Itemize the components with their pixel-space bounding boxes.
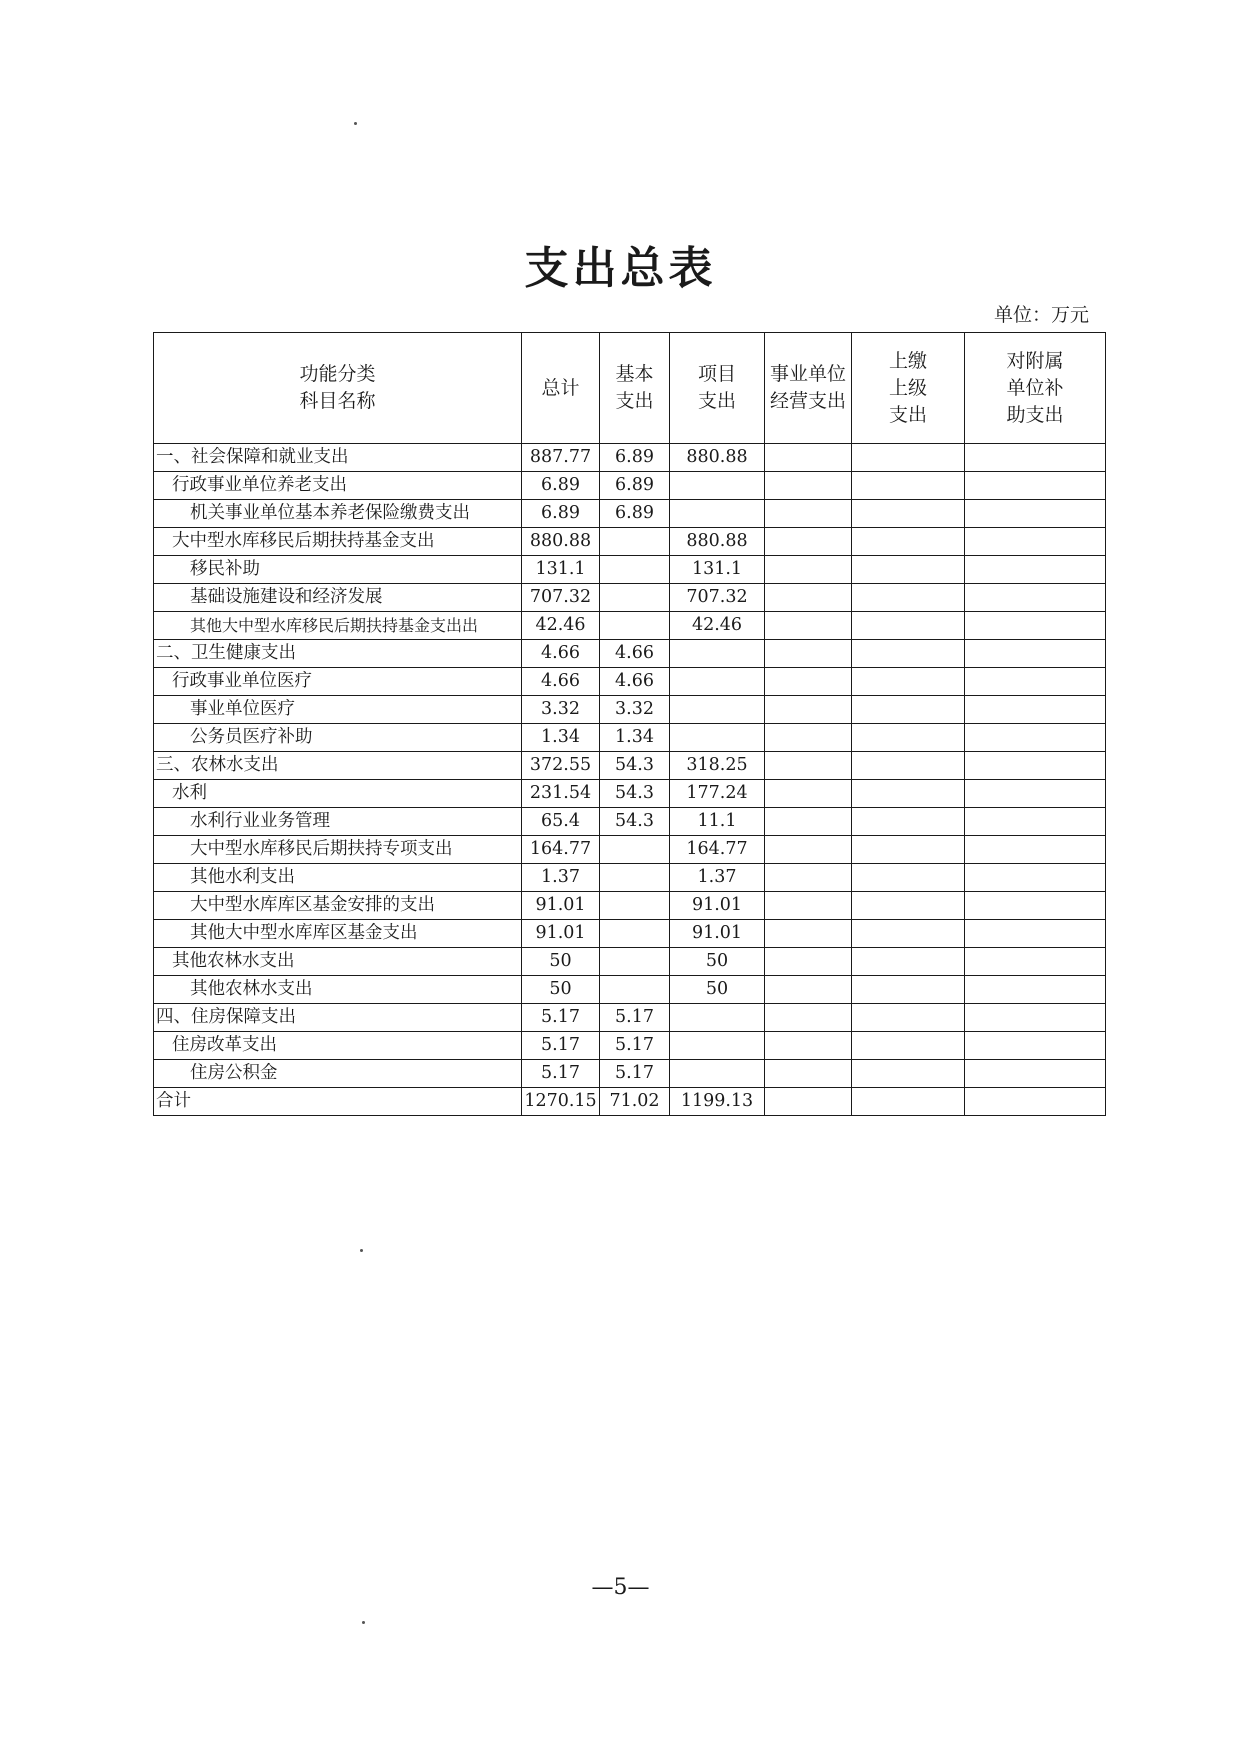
row-upper (852, 1060, 965, 1088)
page-number: —5— (591, 1575, 650, 1600)
row-name: 其他大中型水库移民后期扶持基金支出出 (154, 612, 522, 640)
row-basic (600, 948, 670, 976)
row-business (765, 920, 852, 948)
total-row-total: 1270.15 (522, 1088, 600, 1116)
total-row (154, 1088, 1106, 1116)
row-project (670, 500, 765, 528)
table-row (154, 668, 1106, 696)
header-subsidy-line2: 单位补 (1006, 376, 1064, 399)
header-project-expense (670, 333, 765, 444)
row-subsidy (965, 976, 1106, 1004)
row-subsidy (965, 864, 1106, 892)
header-subsidy-line3: 助支出 (1006, 403, 1064, 426)
row-basic: 6.89 (600, 444, 670, 472)
row-project: 880.88 (670, 528, 765, 556)
row-name: 三、农林水支出 (154, 752, 522, 780)
table-row (154, 640, 1106, 668)
row-basic (600, 556, 670, 584)
row-total: 50 (522, 948, 600, 976)
header-project-line2: 支出 (697, 390, 736, 412)
row-subsidy (965, 752, 1106, 780)
header-total (522, 333, 600, 444)
row-name: 事业单位医疗 (154, 696, 522, 724)
row-basic: 4.66 (600, 640, 670, 668)
row-name: 大中型水库移民后期扶持专项支出 (154, 836, 522, 864)
row-basic: 54.3 (600, 752, 670, 780)
row-project (670, 1060, 765, 1088)
row-total: 1.34 (522, 724, 600, 752)
row-project: 707.32 (670, 584, 765, 612)
scan-speck (362, 1621, 365, 1624)
row-basic (600, 864, 670, 892)
row-business (765, 612, 852, 640)
row-total: 164.77 (522, 836, 600, 864)
table-row (154, 836, 1106, 864)
row-subsidy (965, 1032, 1106, 1060)
row-total: 3.32 (522, 696, 600, 724)
row-basic (600, 836, 670, 864)
row-name: 行政事业单位养老支出 (154, 472, 522, 500)
row-name: 其他大中型水库库区基金支出 (154, 920, 522, 948)
row-subsidy (965, 724, 1106, 752)
row-basic (600, 612, 670, 640)
row-upper (852, 836, 965, 864)
row-subsidy (965, 1060, 1106, 1088)
total-row-business (765, 1088, 852, 1116)
header-basic-line1: 基本 (615, 363, 654, 385)
header-subsidiary-subsidy (965, 333, 1106, 444)
row-business (765, 976, 852, 1004)
page-title: 支出总表 (524, 243, 717, 294)
row-project (670, 696, 765, 724)
row-project: 131.1 (670, 556, 765, 584)
row-business (765, 696, 852, 724)
total-row-name: 合计 (154, 1088, 522, 1116)
row-upper (852, 528, 965, 556)
row-subsidy (965, 836, 1106, 864)
row-total: 231.54 (522, 780, 600, 808)
row-total: 6.89 (522, 500, 600, 528)
table-row (154, 556, 1106, 584)
row-total: 1.37 (522, 864, 600, 892)
row-upper (852, 556, 965, 584)
row-basic: 6.89 (600, 500, 670, 528)
row-subsidy (965, 612, 1106, 640)
row-upper (852, 668, 965, 696)
total-row-upper (852, 1088, 965, 1116)
row-basic (600, 920, 670, 948)
row-business (765, 808, 852, 836)
row-total: 4.66 (522, 668, 600, 696)
row-name: 大中型水库库区基金安排的支出 (154, 892, 522, 920)
row-upper (852, 808, 965, 836)
table-row (154, 1060, 1106, 1088)
table-row (154, 864, 1106, 892)
table-row (154, 752, 1106, 780)
table-row (154, 444, 1106, 472)
table-row (154, 1032, 1106, 1060)
row-subsidy (965, 948, 1106, 976)
row-project: 318.25 (670, 752, 765, 780)
table-row (154, 528, 1106, 556)
header-business-expense (765, 333, 852, 444)
header-basic-expense (600, 333, 670, 444)
scan-speck (360, 1249, 363, 1252)
row-project: 880.88 (670, 444, 765, 472)
table-row (154, 1004, 1106, 1032)
row-project: 91.01 (670, 920, 765, 948)
row-name: 行政事业单位医疗 (154, 668, 522, 696)
row-project: 50 (670, 948, 765, 976)
row-name: 其他水利支出 (154, 864, 522, 892)
unit-label: 单位：万元 (993, 304, 1089, 326)
row-subsidy (965, 640, 1106, 668)
row-name: 其他农林水支出 (154, 948, 522, 976)
row-basic: 1.34 (600, 724, 670, 752)
row-name: 移民补助 (154, 556, 522, 584)
header-subject-name (154, 333, 522, 444)
header-upper-line1: 上缴 (888, 349, 927, 372)
row-business (765, 1032, 852, 1060)
row-business (765, 528, 852, 556)
row-upper (852, 920, 965, 948)
row-total: 131.1 (522, 556, 600, 584)
row-project: 50 (670, 976, 765, 1004)
row-business (765, 752, 852, 780)
row-subsidy (965, 584, 1106, 612)
row-project (670, 724, 765, 752)
table-row (154, 976, 1106, 1004)
row-upper (852, 444, 965, 472)
row-upper (852, 1032, 965, 1060)
row-subsidy (965, 696, 1106, 724)
row-subsidy (965, 528, 1106, 556)
row-basic (600, 584, 670, 612)
row-name: 二、卫生健康支出 (154, 640, 522, 668)
row-project (670, 1004, 765, 1032)
table-row (154, 696, 1106, 724)
row-basic: 54.3 (600, 780, 670, 808)
row-name: 基础设施建设和经济发展 (154, 584, 522, 612)
row-total: 91.01 (522, 920, 600, 948)
row-subsidy (965, 780, 1106, 808)
table-row (154, 780, 1106, 808)
row-business (765, 864, 852, 892)
row-name: 一、社会保障和就业支出 (154, 444, 522, 472)
row-total: 91.01 (522, 892, 600, 920)
table-row (154, 584, 1106, 612)
row-basic (600, 892, 670, 920)
row-subsidy (965, 444, 1106, 472)
row-business (765, 668, 852, 696)
row-basic: 4.66 (600, 668, 670, 696)
row-name: 其他农林水支出 (154, 976, 522, 1004)
row-business (765, 724, 852, 752)
row-project: 1.37 (670, 864, 765, 892)
row-project: 42.46 (670, 612, 765, 640)
row-total: 65.4 (522, 808, 600, 836)
row-basic: 5.17 (600, 1060, 670, 1088)
row-business (765, 556, 852, 584)
header-total-text: 总计 (541, 376, 580, 399)
row-total: 4.66 (522, 640, 600, 668)
table-body (154, 444, 1106, 1116)
header-upper-line2: 上级 (888, 376, 927, 399)
total-row-subsidy (965, 1088, 1106, 1116)
table-row (154, 892, 1106, 920)
row-project (670, 640, 765, 668)
header-subject-line1: 功能分类 (299, 363, 376, 385)
row-business (765, 472, 852, 500)
row-project (670, 472, 765, 500)
row-upper (852, 584, 965, 612)
row-upper (852, 892, 965, 920)
row-business (765, 780, 852, 808)
table-row (154, 808, 1106, 836)
row-subsidy (965, 668, 1106, 696)
row-basic: 6.89 (600, 472, 670, 500)
row-business (765, 500, 852, 528)
row-project: 91.01 (670, 892, 765, 920)
header-business-line2: 经营支出 (769, 390, 846, 412)
row-upper (852, 724, 965, 752)
row-business (765, 836, 852, 864)
row-upper (852, 472, 965, 500)
expenditure-table (153, 332, 1106, 1116)
row-name: 水利行业业务管理 (154, 808, 522, 836)
header-basic-line2: 支出 (615, 390, 654, 412)
row-total: 5.17 (522, 1004, 600, 1032)
row-project (670, 668, 765, 696)
row-name: 机关事业单位基本养老保险缴费支出 (154, 500, 522, 528)
row-total: 887.77 (522, 444, 600, 472)
row-total: 5.17 (522, 1060, 600, 1088)
header-business-line1: 事业单位 (769, 363, 846, 385)
header-project-line1: 项目 (697, 363, 736, 385)
header-upper-line3: 支出 (888, 403, 927, 426)
total-row-project: 1199.13 (670, 1088, 765, 1116)
row-business (765, 444, 852, 472)
row-upper (852, 1004, 965, 1032)
table-row (154, 724, 1106, 752)
row-basic: 5.17 (600, 1032, 670, 1060)
row-business (765, 640, 852, 668)
row-total: 5.17 (522, 1032, 600, 1060)
row-basic (600, 528, 670, 556)
row-upper (852, 780, 965, 808)
row-name: 住房公积金 (154, 1060, 522, 1088)
row-upper (852, 612, 965, 640)
header-upper-level-expense (852, 333, 965, 444)
row-subsidy (965, 808, 1106, 836)
row-upper (852, 752, 965, 780)
row-subsidy (965, 556, 1106, 584)
table-row (154, 948, 1106, 976)
row-subsidy (965, 892, 1106, 920)
table-row (154, 920, 1106, 948)
table-header (154, 333, 1106, 444)
row-subsidy (965, 500, 1106, 528)
total-row-basic: 71.02 (600, 1088, 670, 1116)
row-total: 42.46 (522, 612, 600, 640)
row-business (765, 1004, 852, 1032)
row-total: 880.88 (522, 528, 600, 556)
row-name: 大中型水库移民后期扶持基金支出 (154, 528, 522, 556)
row-total: 707.32 (522, 584, 600, 612)
row-name: 四、住房保障支出 (154, 1004, 522, 1032)
row-name: 住房改革支出 (154, 1032, 522, 1060)
row-total: 372.55 (522, 752, 600, 780)
row-upper (852, 864, 965, 892)
row-basic: 54.3 (600, 808, 670, 836)
scan-speck (354, 122, 357, 125)
row-total: 6.89 (522, 472, 600, 500)
row-project: 177.24 (670, 780, 765, 808)
header-subsidy-line1: 对附属 (1006, 349, 1064, 372)
table-row (154, 612, 1106, 640)
header-subject-line2: 科目名称 (299, 390, 376, 412)
row-name: 公务员医疗补助 (154, 724, 522, 752)
row-total: 50 (522, 976, 600, 1004)
header-row (154, 333, 1106, 444)
row-business (765, 948, 852, 976)
row-upper (852, 976, 965, 1004)
row-business (765, 1060, 852, 1088)
row-upper (852, 500, 965, 528)
row-subsidy (965, 920, 1106, 948)
row-project: 164.77 (670, 836, 765, 864)
table-row (154, 472, 1106, 500)
row-business (765, 892, 852, 920)
row-basic: 3.32 (600, 696, 670, 724)
row-name: 水利 (154, 780, 522, 808)
row-subsidy (965, 472, 1106, 500)
row-subsidy (965, 1004, 1106, 1032)
table-row (154, 500, 1106, 528)
row-upper (852, 640, 965, 668)
row-basic: 5.17 (600, 1004, 670, 1032)
row-project (670, 1032, 765, 1060)
row-basic (600, 976, 670, 1004)
row-business (765, 584, 852, 612)
row-project: 11.1 (670, 808, 765, 836)
row-upper (852, 696, 965, 724)
row-upper (852, 948, 965, 976)
